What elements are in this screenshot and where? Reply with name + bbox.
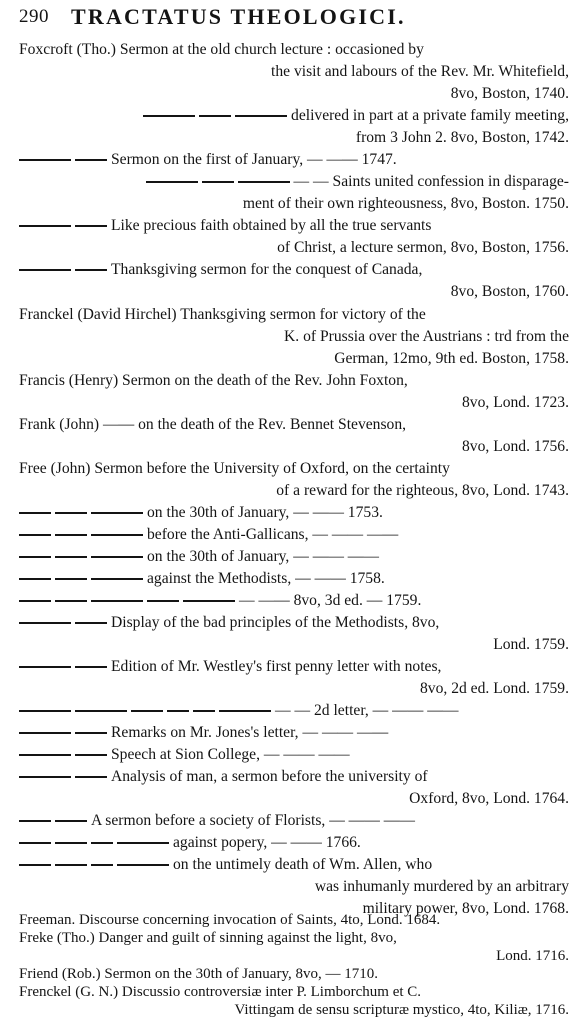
ditto-rule xyxy=(91,512,143,514)
entry-line: Francis (Henry) Sermon on the death of the Rev. John Foxton, xyxy=(19,372,408,389)
ditto-rule xyxy=(55,578,87,580)
entry-line: was inhumanly murdered by an arbitrary xyxy=(314,878,569,895)
ditto-rule xyxy=(146,181,198,183)
running-title: TRACTATUS THEOLOGICI. xyxy=(71,4,406,29)
ditto-rule xyxy=(55,600,87,602)
ditto-rule xyxy=(202,181,234,183)
entry-line: of Christ, a lecture sermon, 8vo, Boston, 1756. xyxy=(277,239,569,256)
entry-line: 8vo, Boston, 1760. xyxy=(450,283,569,300)
entry-line: Free (John) Sermon before the University of Oxford, on the certainty xyxy=(19,460,450,477)
entry-line: Sermon on the first of January, — —— 1747. xyxy=(19,149,569,171)
ditto-rule xyxy=(219,710,271,712)
entry-line: Oxford, 8vo, Lond. 1764. xyxy=(409,790,569,807)
ditto-rule xyxy=(75,776,107,778)
entry-line: against popery, — —— 1766. xyxy=(19,832,569,854)
ditto-rule xyxy=(75,159,107,161)
entry-line: Frenckel (G. N.) Discussio controversiæ inter P. Limborchum et C. xyxy=(19,984,422,1000)
entry-line: Edition of Mr. Westley's first penny letter with notes, xyxy=(19,656,569,678)
entry-line: 8vo, Lond. 1723. xyxy=(462,394,569,411)
ditto-rule xyxy=(91,578,143,580)
ditto-rule xyxy=(19,820,51,822)
entry-line: ment of their own righteousness, 8vo, Boston. 1750. xyxy=(242,195,569,212)
entry-line: Like precious faith obtained by all the true servants xyxy=(19,215,569,237)
ditto-rule xyxy=(19,159,71,161)
ditto-rule xyxy=(117,842,169,844)
ditto-rule xyxy=(55,556,87,558)
entry-line: Foxcroft (Tho.) Sermon at the old church lecture : occasioned by xyxy=(19,41,424,58)
ditto-rule xyxy=(75,225,107,227)
ditto-rule xyxy=(55,820,87,822)
ditto-rule xyxy=(199,115,231,117)
ditto-rule xyxy=(143,115,195,117)
entry-line: Lond. 1759. xyxy=(493,636,569,653)
entry-line: Thanksgiving sermon for the conquest of Canada, xyxy=(19,259,569,281)
ditto-rule xyxy=(19,666,71,668)
ditto-rule xyxy=(55,842,87,844)
ditto-rule xyxy=(75,732,107,734)
entry-line: on the 30th of January, — —— 1753. xyxy=(19,502,569,524)
ditto-rule xyxy=(131,710,163,712)
entry-line: — — 2d letter, — —— —— xyxy=(19,700,569,722)
ditto-rule xyxy=(19,776,71,778)
ditto-rule xyxy=(19,864,51,866)
entry-line: Analysis of man, a sermon before the university of xyxy=(19,766,569,788)
ditto-rule xyxy=(238,181,290,183)
entry-line: Frank (John) —— on the death of the Rev. Bennet Stevenson, xyxy=(19,416,407,433)
entry-line: Display of the bad principles of the Methodists, 8vo, xyxy=(19,612,569,634)
entry-line: delivered in part at a private family meeting, xyxy=(19,105,569,127)
ditto-rule xyxy=(91,842,113,844)
ditto-rule xyxy=(117,864,169,866)
ditto-rule xyxy=(19,622,71,624)
ditto-rule xyxy=(55,534,87,536)
entry-line: Remarks on Mr. Jones's letter, — —— —— xyxy=(19,722,569,744)
entry-line: Franckel (David Hirchel) Thanksgiving sermon for victory of the xyxy=(19,306,426,323)
ditto-rule xyxy=(183,600,235,602)
entry-line: — —— 8vo, 3d ed. — 1759. xyxy=(19,590,569,612)
ditto-rule xyxy=(75,622,107,624)
entry-line: Speech at Sion College, — —— —— xyxy=(19,744,569,766)
entry-line: A sermon before a society of Florists, — —— —— xyxy=(19,810,569,832)
ditto-rule xyxy=(19,512,51,514)
ditto-rule xyxy=(19,225,71,227)
entry-line: 8vo, 2d ed. Lond. 1759. xyxy=(420,680,569,697)
entry-line: on the 30th of January, — —— —— xyxy=(19,546,569,568)
ditto-rule xyxy=(19,710,71,712)
ditto-rule xyxy=(55,512,87,514)
entry-line: German, 12mo, 9th ed. Boston, 1758. xyxy=(334,350,569,367)
ditto-rule xyxy=(19,732,71,734)
ditto-rule xyxy=(91,600,143,602)
entry-line: Freke (Tho.) Danger and guilt of sinning against the light, 8vo, xyxy=(19,930,397,946)
entry-line: K. of Prussia over the Austrians : trd from the xyxy=(284,328,569,345)
entry-line: the visit and labours of the Rev. Mr. Whitefield, xyxy=(271,63,569,80)
ditto-rule xyxy=(19,600,51,602)
ditto-rule xyxy=(19,842,51,844)
entry-line: 8vo, Boston, 1740. xyxy=(450,85,569,102)
ditto-rule xyxy=(19,754,71,756)
ditto-rule xyxy=(75,754,107,756)
entry-line: against the Methodists, — —— 1758. xyxy=(19,568,569,590)
ditto-rule xyxy=(91,556,143,558)
entry-line: Friend (Rob.) Sermon on the 30th of January, 8vo, — 1710. xyxy=(19,966,378,982)
ditto-rule xyxy=(19,578,51,580)
entry-line: — — Saints united confession in disparage- xyxy=(19,171,569,193)
entry-line: Vittingam de sensu scripturæ mystico, 4to, Kiliæ, 1716. xyxy=(234,1002,569,1018)
entry-line: Lond. 1716. xyxy=(496,948,569,964)
ditto-rule xyxy=(91,864,113,866)
ditto-rule xyxy=(19,556,51,558)
entry-line: from 3 John 2. 8vo, Boston, 1742. xyxy=(355,129,569,146)
entry-line: on the untimely death of Wm. Allen, who xyxy=(19,854,569,876)
ditto-rule xyxy=(19,269,71,271)
page-number: 290 xyxy=(19,6,49,27)
ditto-rule xyxy=(19,534,51,536)
entry-line: of a reward for the righteous, 8vo, Lond. 1743. xyxy=(276,482,569,499)
ditto-rule xyxy=(75,666,107,668)
ditto-rule xyxy=(193,710,215,712)
entry-line: 8vo, Lond. 1756. xyxy=(462,438,569,455)
entry-line: military power, 8vo, Lond. 1768. xyxy=(362,900,569,917)
ditto-rule xyxy=(167,710,189,712)
entry-line: before the Anti-Gallicans, — —— —— xyxy=(19,524,569,546)
ditto-rule xyxy=(235,115,287,117)
ditto-rule xyxy=(55,864,87,866)
ditto-rule xyxy=(147,600,179,602)
ditto-rule xyxy=(75,269,107,271)
ditto-rule xyxy=(75,710,127,712)
entry-line: Freeman. Discourse concerning invocation of Saints, 4to, Lond. 1684. xyxy=(19,912,441,928)
ditto-rule xyxy=(91,534,143,536)
